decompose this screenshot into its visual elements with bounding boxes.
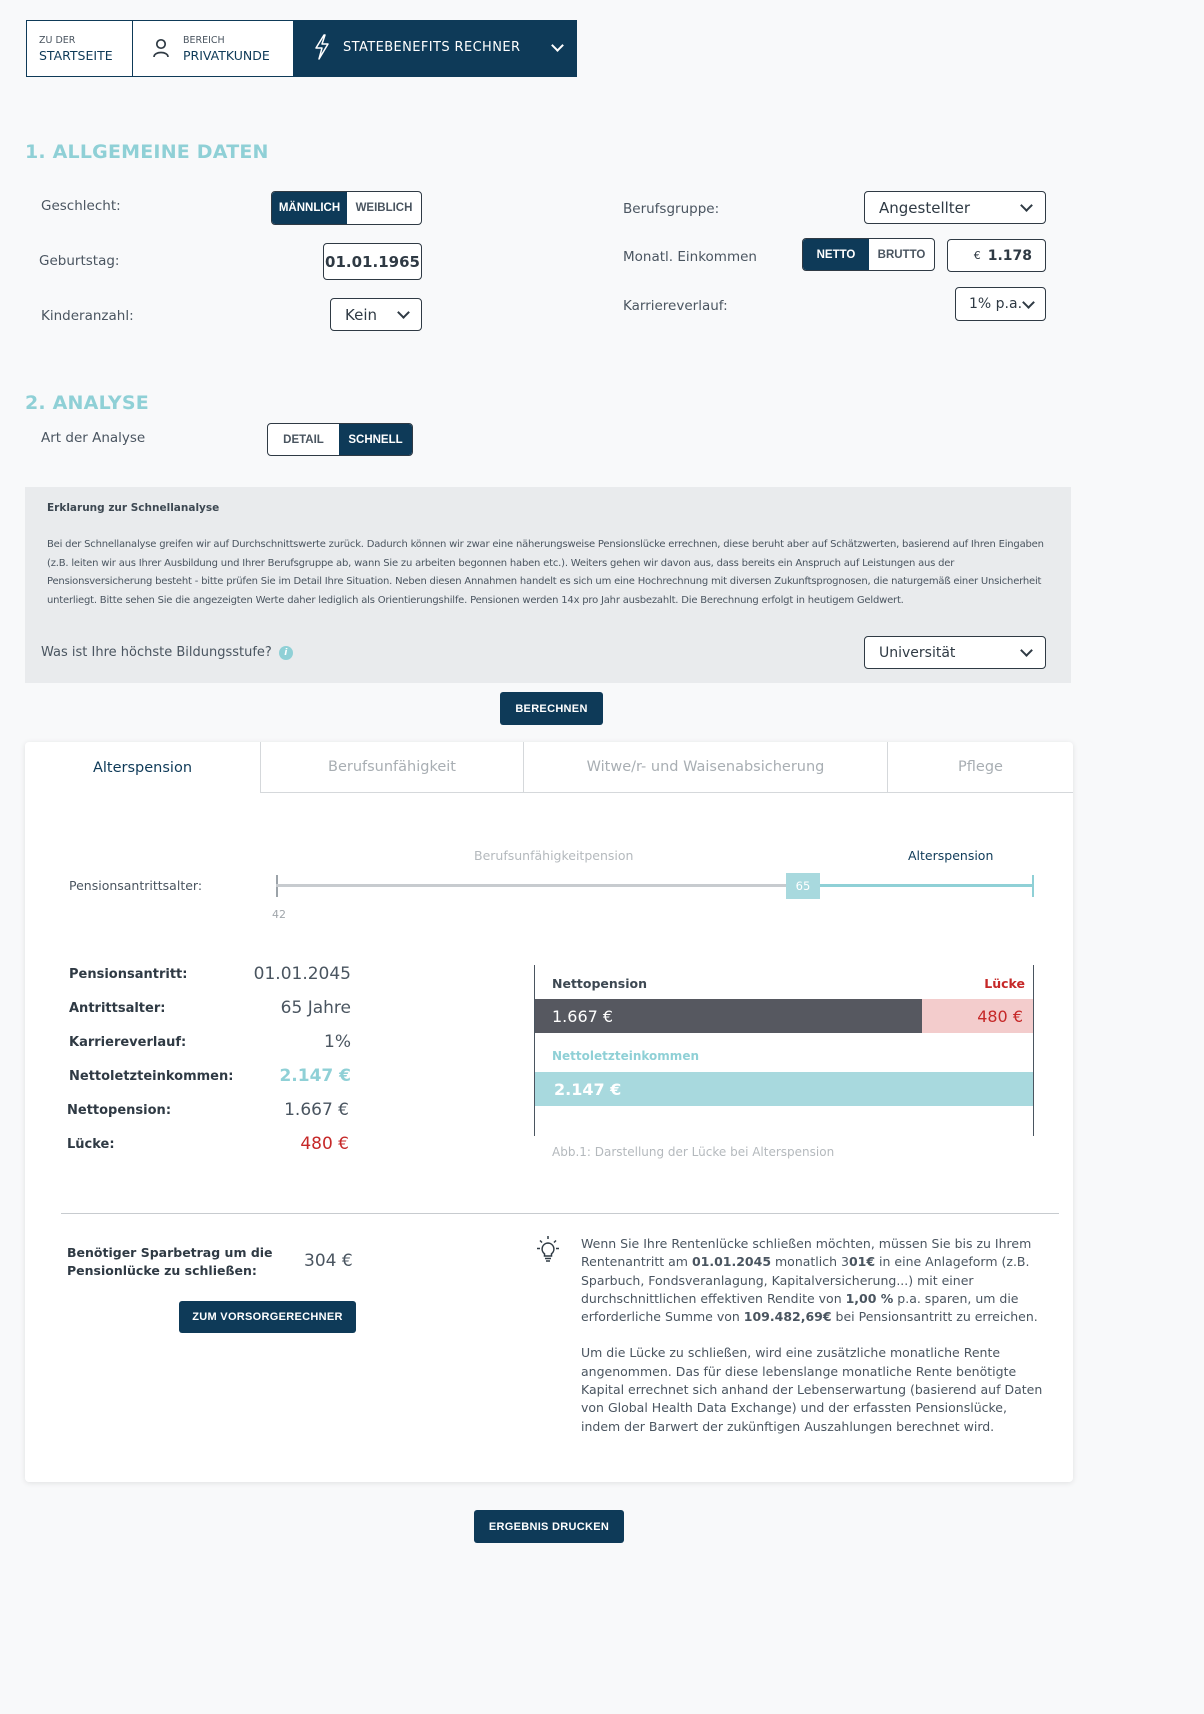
gender-label: Geschlecht: — [41, 198, 121, 214]
pension-calculator-button[interactable]: ZUM VORSORGERECHNER — [179, 1301, 356, 1333]
gender-toggle — [271, 191, 422, 225]
slider-min-label: 42 — [272, 908, 286, 921]
chevron-down-icon — [1020, 644, 1033, 657]
gap-chart — [534, 965, 1035, 1136]
slider-right-caption: Alterspension — [908, 848, 994, 863]
retirement-age-label: Pensionsantrittsalter: — [69, 878, 203, 893]
nav-home-small: ZU DER — [39, 35, 76, 46]
savings-label-line1: Benötiger Sparbetrag um die — [67, 1245, 273, 1260]
nav-calculator-label: STATEBENEFITS RECHNER — [343, 40, 521, 55]
savings-label-line2: Pensionlücke zu schließen: — [67, 1263, 257, 1278]
nav-area-link[interactable] — [133, 21, 293, 76]
last-income-bar — [535, 1072, 1033, 1106]
gap-bar-label: 480 € — [977, 1006, 1023, 1026]
slider-left-caption: Berufsunfähigkeitpension — [474, 848, 634, 863]
summary-key: Nettopension: — [67, 1103, 172, 1118]
lightbulb-icon — [533, 1234, 563, 1264]
savings-label — [67, 1244, 273, 1280]
summary-value: 1.667 € — [284, 1100, 349, 1120]
gender-male-option[interactable]: MÄNNLICH — [272, 192, 347, 224]
chevron-down-icon — [551, 39, 564, 52]
summary-key: Lücke: — [67, 1137, 115, 1152]
currency-symbol: € — [973, 249, 981, 262]
info-title: Erklarung zur Schnellanalyse — [47, 502, 220, 514]
slider-track-teal — [803, 884, 1032, 887]
income-netto-option[interactable]: NETTO — [803, 239, 869, 270]
analysis-type-toggle — [267, 423, 413, 456]
summary-value: 01.01.2045 — [253, 964, 351, 984]
income-label: Monatl. Einkommen — [623, 249, 757, 265]
net-pension-bar-label: 1.667 € — [552, 1006, 614, 1026]
education-label-text: Was ist Ihre höchste Bildungsstufe? — [41, 645, 272, 660]
gender-female-option[interactable]: WEIBLICH — [355, 202, 413, 214]
hint-paragraph-1: Wenn Sie Ihre Rentenlücke schließen möchten, müssen Sie bis zu Ihrem Rentenantritt am 01.01.2045 monatlich 301€ in eine Anlageform (z.B. Sparbuch, Fondsveranlagung, Kapitalversicherung...) mit einer durchschnittlichen effektiven Rendite von 1,00 % p.a. sparen, um die erforderliche Summe von 109.482,69€ bei Pensionsantritt zu erreichen. — [581, 1236, 1038, 1325]
summary-value: 1% — [324, 1032, 351, 1052]
education-label — [41, 645, 293, 660]
career-value: 1% p.a. — [969, 296, 1023, 312]
section-divider — [61, 1213, 1059, 1214]
chevron-down-icon — [1022, 296, 1035, 309]
quick-analysis-info-panel — [25, 487, 1071, 683]
tab-label: Pflege — [958, 759, 1003, 775]
income-brutto-option[interactable]: BRUTTO — [877, 248, 926, 261]
nav-home-big: STARTSEITE — [39, 48, 113, 63]
net-pension-label: Nettopension — [552, 976, 648, 991]
analysis-type-label: Art der Analyse — [41, 430, 146, 446]
tab-label: Berufsunfähigkeit — [328, 759, 456, 775]
children-select[interactable] — [330, 298, 422, 331]
tab-survivors[interactable] — [523, 742, 887, 793]
birthday-input[interactable] — [323, 243, 422, 280]
slider-handle[interactable] — [786, 873, 820, 899]
lightning-icon — [313, 34, 331, 60]
analysis-detail-option[interactable]: DETAIL — [283, 433, 324, 446]
print-result-button[interactable]: ERGEBNIS DRUCKEN — [474, 1510, 624, 1543]
top-nav — [26, 20, 576, 77]
net-pension-bar — [535, 999, 922, 1033]
summary-key: Antrittsalter: — [69, 1001, 166, 1016]
nav-area-small: BEREICH — [183, 35, 225, 46]
hint-paragraph-2: Um die Lücke zu schließen, wird eine zusätzliche monatliche Rente angenommen. Das für diese lebenslange monatliche Rente benötigte Kapital errechnet sich anhand der Lebenserwartung (basierend auf Daten von Global Health Data Exchange) und der erfassten Pensionslücke, indem der Barwert der zukünftigen Auszahlungen berechnet wird. — [581, 1345, 1043, 1434]
income-type-toggle — [802, 238, 935, 271]
results-card — [25, 742, 1073, 1482]
info-text: Bei der Schnellanalyse greifen wir auf Durchschnittswerte zurück. Dadurch können wir zwar eine näherungsweise Pensionslücke errechnen, diese beruht aber auf Schätzwerten, basierend auf Ihren Eingaben (z.B. leiten wir aus Ihrer Ausbildung und Ihrer Berufsgruppe ab, wann Sie zu arbeiten begonnen haben etc.). Weiters gehen wir davon aus, dass bereits ein Anspruch auf Leistungen aus der Pensionsversicherung besteht - bitte prüfen Sie im Detail Ihre Situation. Neben diesen Annahmen handelt es sich um eine Hochrechnung mit diversen Zukunftsprognosen, die naturgemäß einer Unsicherheit unterliegt. Bitte sehen Sie die angezeigten Werte daher lediglich als Orientierungshilfe. Pensionen werden 14x pro Jahr ausbezahlt. Die Berechnung erfolgt in heutigem Geldwert. — [47, 539, 1044, 606]
career-select[interactable] — [955, 287, 1046, 321]
info-icon[interactable]: i — [279, 646, 293, 660]
children-value: Kein — [345, 305, 377, 324]
nav-home-link[interactable] — [27, 21, 133, 76]
retirement-age-slider[interactable] — [276, 873, 1036, 899]
savings-value: 304 € — [304, 1251, 353, 1271]
tab-label: Alterspension — [92, 759, 193, 776]
slider-value: 65 — [795, 879, 811, 893]
gap-chart-right-axis — [1033, 965, 1034, 1136]
summary-key: Karriereverlauf: — [69, 1035, 187, 1050]
calculate-button[interactable]: BERECHNEN — [500, 692, 603, 725]
section-title-general: 1. ALLGEMEINE DATEN — [25, 141, 269, 163]
gap-bar — [922, 999, 1033, 1033]
summary-value: 480 € — [300, 1134, 349, 1154]
summary-value: 65 Jahre — [280, 998, 351, 1018]
profession-label: Berufsgruppe: — [623, 201, 720, 217]
gap-chart-caption: Abb.1: Darstellung der Lücke bei Alterspension — [552, 1145, 835, 1159]
hint-text — [581, 1235, 1045, 1436]
section-title-analysis: 2. ANALYSE — [25, 392, 149, 414]
profession-select[interactable] — [864, 191, 1046, 224]
birthday-label: Geburtstag: — [39, 253, 120, 269]
chevron-down-icon — [1020, 199, 1033, 212]
profession-value: Angestellter — [879, 198, 971, 217]
slider-max-tick — [1032, 875, 1034, 897]
tab-label: Witwe/r- und Waisenabsicherung — [586, 759, 825, 775]
last-income-label: Nettoletzteinkommen — [552, 1049, 699, 1063]
last-income-bar-label: 2.147 € — [554, 1079, 622, 1099]
children-label: Kinderanzahl: — [41, 308, 134, 324]
income-value: 1.178 — [987, 247, 1032, 264]
user-icon — [152, 38, 170, 58]
summary-value: 2.147 € — [279, 1066, 351, 1086]
education-select[interactable] — [864, 636, 1046, 669]
gap-label: Lücke — [984, 976, 1025, 991]
birthday-value: 01.01.1965 — [325, 252, 420, 271]
summary-key: Pensionsantritt: — [69, 967, 188, 982]
income-input[interactable] — [947, 239, 1046, 272]
nav-calculator-dropdown[interactable] — [293, 20, 577, 77]
analysis-quick-option[interactable]: SCHNELL — [339, 424, 412, 455]
gap-chart-left-axis — [534, 965, 535, 1136]
tab-disability[interactable] — [260, 742, 523, 793]
chevron-down-icon — [397, 306, 410, 319]
career-label: Karriereverlauf: — [623, 298, 728, 314]
education-value: Universität — [879, 644, 956, 661]
tab-old-age-pension[interactable] — [25, 742, 260, 793]
summary-key: Nettoletzteinkommen: — [69, 1069, 234, 1084]
slider-track-grey — [276, 884, 803, 887]
tab-care[interactable] — [887, 742, 1073, 793]
nav-area-big: PRIVATKUNDE — [183, 48, 270, 63]
